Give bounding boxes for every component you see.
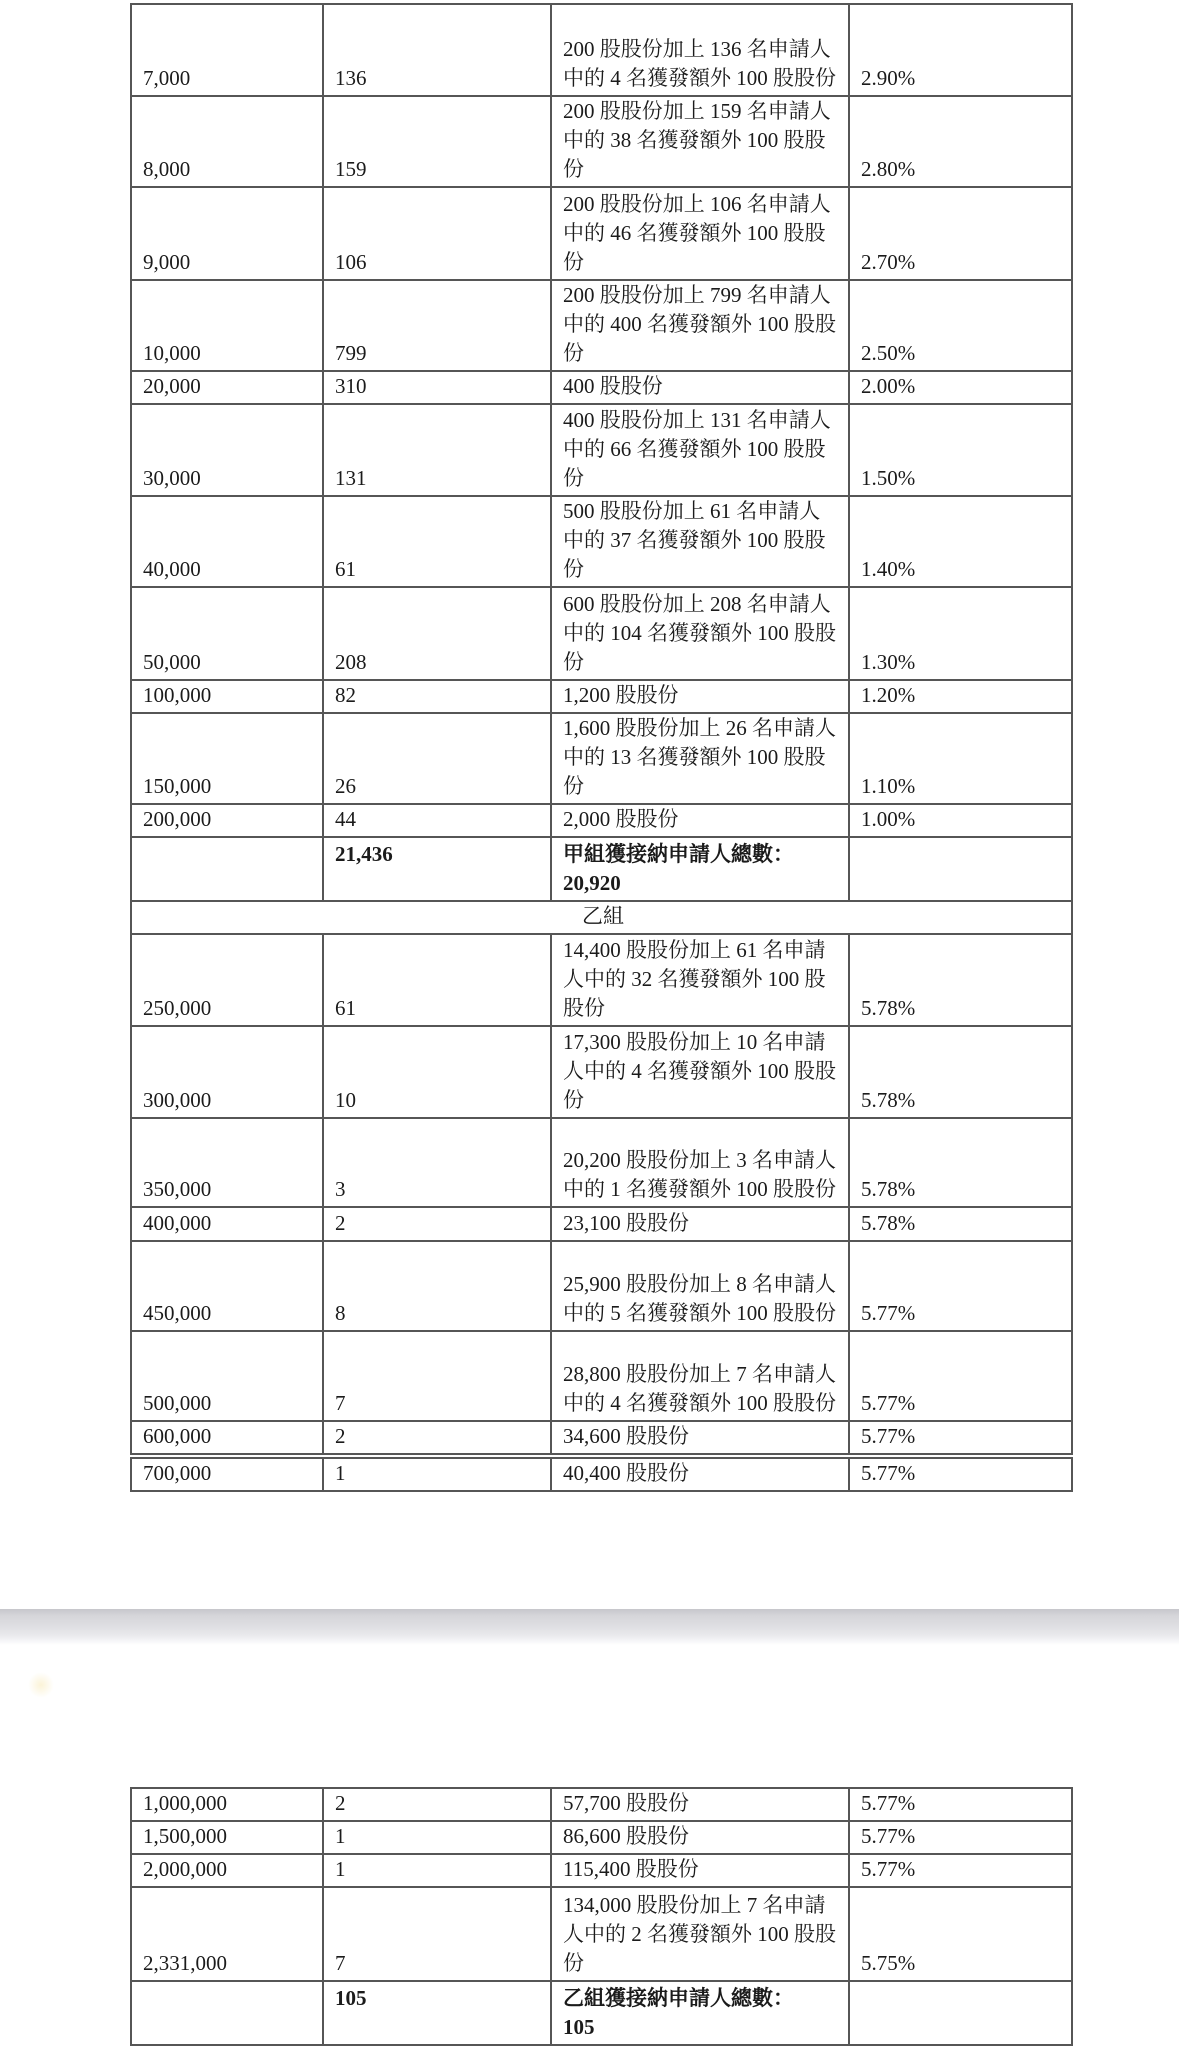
rate-cell: 2.90% bbox=[849, 4, 1072, 96]
table-row bbox=[131, 1788, 1072, 1821]
application-size-cell: 600,000 bbox=[131, 1421, 323, 1456]
table-row bbox=[131, 1241, 1072, 1331]
total-row bbox=[131, 1981, 1072, 2045]
allotment-cell: 200 股股份加上 159 名申請人中的 38 名獲發額外 100 股股份 bbox=[551, 96, 849, 187]
rate-cell: 5.77% bbox=[849, 1331, 1072, 1421]
application-size-cell bbox=[131, 837, 323, 901]
applicants-cell: 10 bbox=[323, 1026, 551, 1118]
application-size-cell: 20,000 bbox=[131, 371, 323, 404]
application-size-cell: 1,500,000 bbox=[131, 1821, 323, 1854]
allotment-cell: 1,200 股股份 bbox=[551, 680, 849, 713]
application-size-cell: 50,000 bbox=[131, 587, 323, 680]
allotment-cell: 25,900 股股份加上 8 名申請人中的 5 名獲發額外 100 股股份 bbox=[551, 1241, 849, 1331]
rate-cell: 5.77% bbox=[849, 1854, 1072, 1887]
total-value: 105 bbox=[563, 2015, 595, 2039]
allotment-cell: 20,200 股股份加上 3 名申請人中的 1 名獲發額外 100 股股份 bbox=[551, 1118, 849, 1207]
table-row bbox=[131, 1421, 1072, 1456]
rate-cell: 1.00% bbox=[849, 804, 1072, 837]
allotment-cell: 200 股股份加上 106 名申請人中的 46 名獲發額外 100 股股份 bbox=[551, 187, 849, 280]
applicants-cell: 136 bbox=[323, 4, 551, 96]
table-row bbox=[131, 1026, 1072, 1118]
applicants-cell: 7 bbox=[323, 1887, 551, 1981]
applicants-cell: 61 bbox=[323, 496, 551, 587]
applicants-cell: 82 bbox=[323, 680, 551, 713]
table-row bbox=[131, 1118, 1072, 1207]
table-row bbox=[131, 934, 1072, 1026]
applicants-cell: 44 bbox=[323, 804, 551, 837]
rate-cell: 5.77% bbox=[849, 1821, 1072, 1854]
application-size-cell: 8,000 bbox=[131, 96, 323, 187]
applicants-total-cell: 21,436 bbox=[323, 837, 551, 901]
application-size-cell: 700,000 bbox=[131, 1456, 323, 1491]
rate-cell: 5.77% bbox=[849, 1788, 1072, 1821]
rate-cell: 1.10% bbox=[849, 713, 1072, 804]
total-label: 甲組獲接納申請人總數： bbox=[563, 842, 794, 866]
table-row bbox=[131, 187, 1072, 280]
group-b-header-cell: 乙組 bbox=[131, 901, 1072, 934]
application-size-cell: 150,000 bbox=[131, 713, 323, 804]
allotment-cell: 600 股股份加上 208 名申請人中的 104 名獲發額外 100 股股份 bbox=[551, 587, 849, 680]
total-row bbox=[131, 837, 1072, 901]
table-row bbox=[131, 4, 1072, 96]
rate-cell: 1.50% bbox=[849, 404, 1072, 496]
application-size-cell: 10,000 bbox=[131, 280, 323, 371]
rate-cell: 2.00% bbox=[849, 371, 1072, 404]
allotment-cell: 86,600 股股份 bbox=[551, 1821, 849, 1854]
rate-cell: 5.77% bbox=[849, 1241, 1072, 1331]
total-value: 20,920 bbox=[563, 871, 621, 895]
scan-artifact bbox=[28, 1672, 54, 1698]
rate-cell: 1.40% bbox=[849, 496, 1072, 587]
application-size-cell: 7,000 bbox=[131, 4, 323, 96]
table-row bbox=[131, 96, 1072, 187]
table-row bbox=[131, 404, 1072, 496]
rate-cell: 1.20% bbox=[849, 680, 1072, 713]
applicants-cell: 208 bbox=[323, 587, 551, 680]
allotment-cell: 28,800 股股份加上 7 名申請人中的 4 名獲發額外 100 股股份 bbox=[551, 1331, 849, 1421]
application-size-cell bbox=[131, 1981, 323, 2045]
rate-cell: 5.75% bbox=[849, 1887, 1072, 1981]
allotment-table-page1 bbox=[130, 3, 1073, 1492]
table-row bbox=[131, 1456, 1072, 1491]
allotment-cell: 115,400 股股份 bbox=[551, 1854, 849, 1887]
applicants-cell: 3 bbox=[323, 1118, 551, 1207]
applicants-cell: 2 bbox=[323, 1788, 551, 1821]
allotment-cell: 200 股股份加上 799 名申請人中的 400 名獲發額外 100 股股份 bbox=[551, 280, 849, 371]
application-size-cell: 100,000 bbox=[131, 680, 323, 713]
table-row bbox=[131, 371, 1072, 404]
application-size-cell: 1,000,000 bbox=[131, 1788, 323, 1821]
allotment-cell: 134,000 股股份加上 7 名申請人中的 2 名獲發額外 100 股股份 bbox=[551, 1887, 849, 1981]
application-size-cell: 500,000 bbox=[131, 1331, 323, 1421]
rate-cell: 1.30% bbox=[849, 587, 1072, 680]
applicants-total-cell: 105 bbox=[323, 1981, 551, 2045]
applicants-cell: 7 bbox=[323, 1331, 551, 1421]
rate-cell: 2.80% bbox=[849, 96, 1072, 187]
allotment-cell: 57,700 股股份 bbox=[551, 1788, 849, 1821]
total-label-cell bbox=[551, 837, 849, 901]
rate-cell: 5.78% bbox=[849, 934, 1072, 1026]
rate-cell: 5.77% bbox=[849, 1456, 1072, 1491]
table-row bbox=[131, 713, 1072, 804]
allotment-cell: 200 股股份加上 136 名申請人中的 4 名獲發額外 100 股股份 bbox=[551, 4, 849, 96]
total-label-cell bbox=[551, 1981, 849, 2045]
page-break-shadow bbox=[0, 1609, 1179, 1645]
rate-cell: 5.78% bbox=[849, 1207, 1072, 1241]
rate-cell: 2.50% bbox=[849, 280, 1072, 371]
rate-cell: 5.78% bbox=[849, 1026, 1072, 1118]
applicants-cell: 2 bbox=[323, 1421, 551, 1456]
table-row bbox=[131, 587, 1072, 680]
rate-cell bbox=[849, 1981, 1072, 2045]
table-row bbox=[131, 1854, 1072, 1887]
allotment-cell: 34,600 股股份 bbox=[551, 1421, 849, 1456]
allotment-cell: 23,100 股股份 bbox=[551, 1207, 849, 1241]
allotment-cell: 400 股股份加上 131 名申請人中的 66 名獲發額外 100 股股份 bbox=[551, 404, 849, 496]
total-label: 乙組獲接納申請人總數： bbox=[563, 1986, 794, 2010]
group-header-row bbox=[131, 901, 1072, 934]
table-row bbox=[131, 1887, 1072, 1981]
table-row bbox=[131, 804, 1072, 837]
application-size-cell: 9,000 bbox=[131, 187, 323, 280]
applicants-cell: 2 bbox=[323, 1207, 551, 1241]
applicants-cell: 799 bbox=[323, 280, 551, 371]
allotment-cell: 1,600 股股份加上 26 名申請人中的 13 名獲發額外 100 股股份 bbox=[551, 713, 849, 804]
applicants-cell: 61 bbox=[323, 934, 551, 1026]
table-row bbox=[131, 1207, 1072, 1241]
allotment-cell: 400 股股份 bbox=[551, 371, 849, 404]
allotment-cell: 40,400 股股份 bbox=[551, 1456, 849, 1491]
application-size-cell: 2,000,000 bbox=[131, 1854, 323, 1887]
allotment-cell: 2,000 股股份 bbox=[551, 804, 849, 837]
application-size-cell: 400,000 bbox=[131, 1207, 323, 1241]
application-size-cell: 250,000 bbox=[131, 934, 323, 1026]
table-row bbox=[131, 280, 1072, 371]
rate-cell bbox=[849, 837, 1072, 901]
table-row bbox=[131, 680, 1072, 713]
applicants-cell: 1 bbox=[323, 1854, 551, 1887]
rate-cell: 2.70% bbox=[849, 187, 1072, 280]
table-row bbox=[131, 1331, 1072, 1421]
applicants-cell: 159 bbox=[323, 96, 551, 187]
rate-cell: 5.77% bbox=[849, 1421, 1072, 1456]
allotment-cell: 500 股股份加上 61 名申請人中的 37 名獲發額外 100 股股份 bbox=[551, 496, 849, 587]
application-size-cell: 40,000 bbox=[131, 496, 323, 587]
application-size-cell: 300,000 bbox=[131, 1026, 323, 1118]
applicants-cell: 26 bbox=[323, 713, 551, 804]
applicants-cell: 106 bbox=[323, 187, 551, 280]
allotment-cell: 17,300 股股份加上 10 名申請人中的 4 名獲發額外 100 股股份 bbox=[551, 1026, 849, 1118]
table-row bbox=[131, 1821, 1072, 1854]
rate-cell: 5.78% bbox=[849, 1118, 1072, 1207]
application-size-cell: 350,000 bbox=[131, 1118, 323, 1207]
applicants-cell: 131 bbox=[323, 404, 551, 496]
application-size-cell: 2,331,000 bbox=[131, 1887, 323, 1981]
applicants-cell: 310 bbox=[323, 371, 551, 404]
applicants-cell: 1 bbox=[323, 1456, 551, 1491]
application-size-cell: 450,000 bbox=[131, 1241, 323, 1331]
applicants-cell: 8 bbox=[323, 1241, 551, 1331]
applicants-cell: 1 bbox=[323, 1821, 551, 1854]
table-row bbox=[131, 496, 1072, 587]
application-size-cell: 30,000 bbox=[131, 404, 323, 496]
allotment-table-page2 bbox=[130, 1787, 1073, 2046]
allotment-cell: 14,400 股股份加上 61 名申請人中的 32 名獲發額外 100 股股份 bbox=[551, 934, 849, 1026]
application-size-cell: 200,000 bbox=[131, 804, 323, 837]
